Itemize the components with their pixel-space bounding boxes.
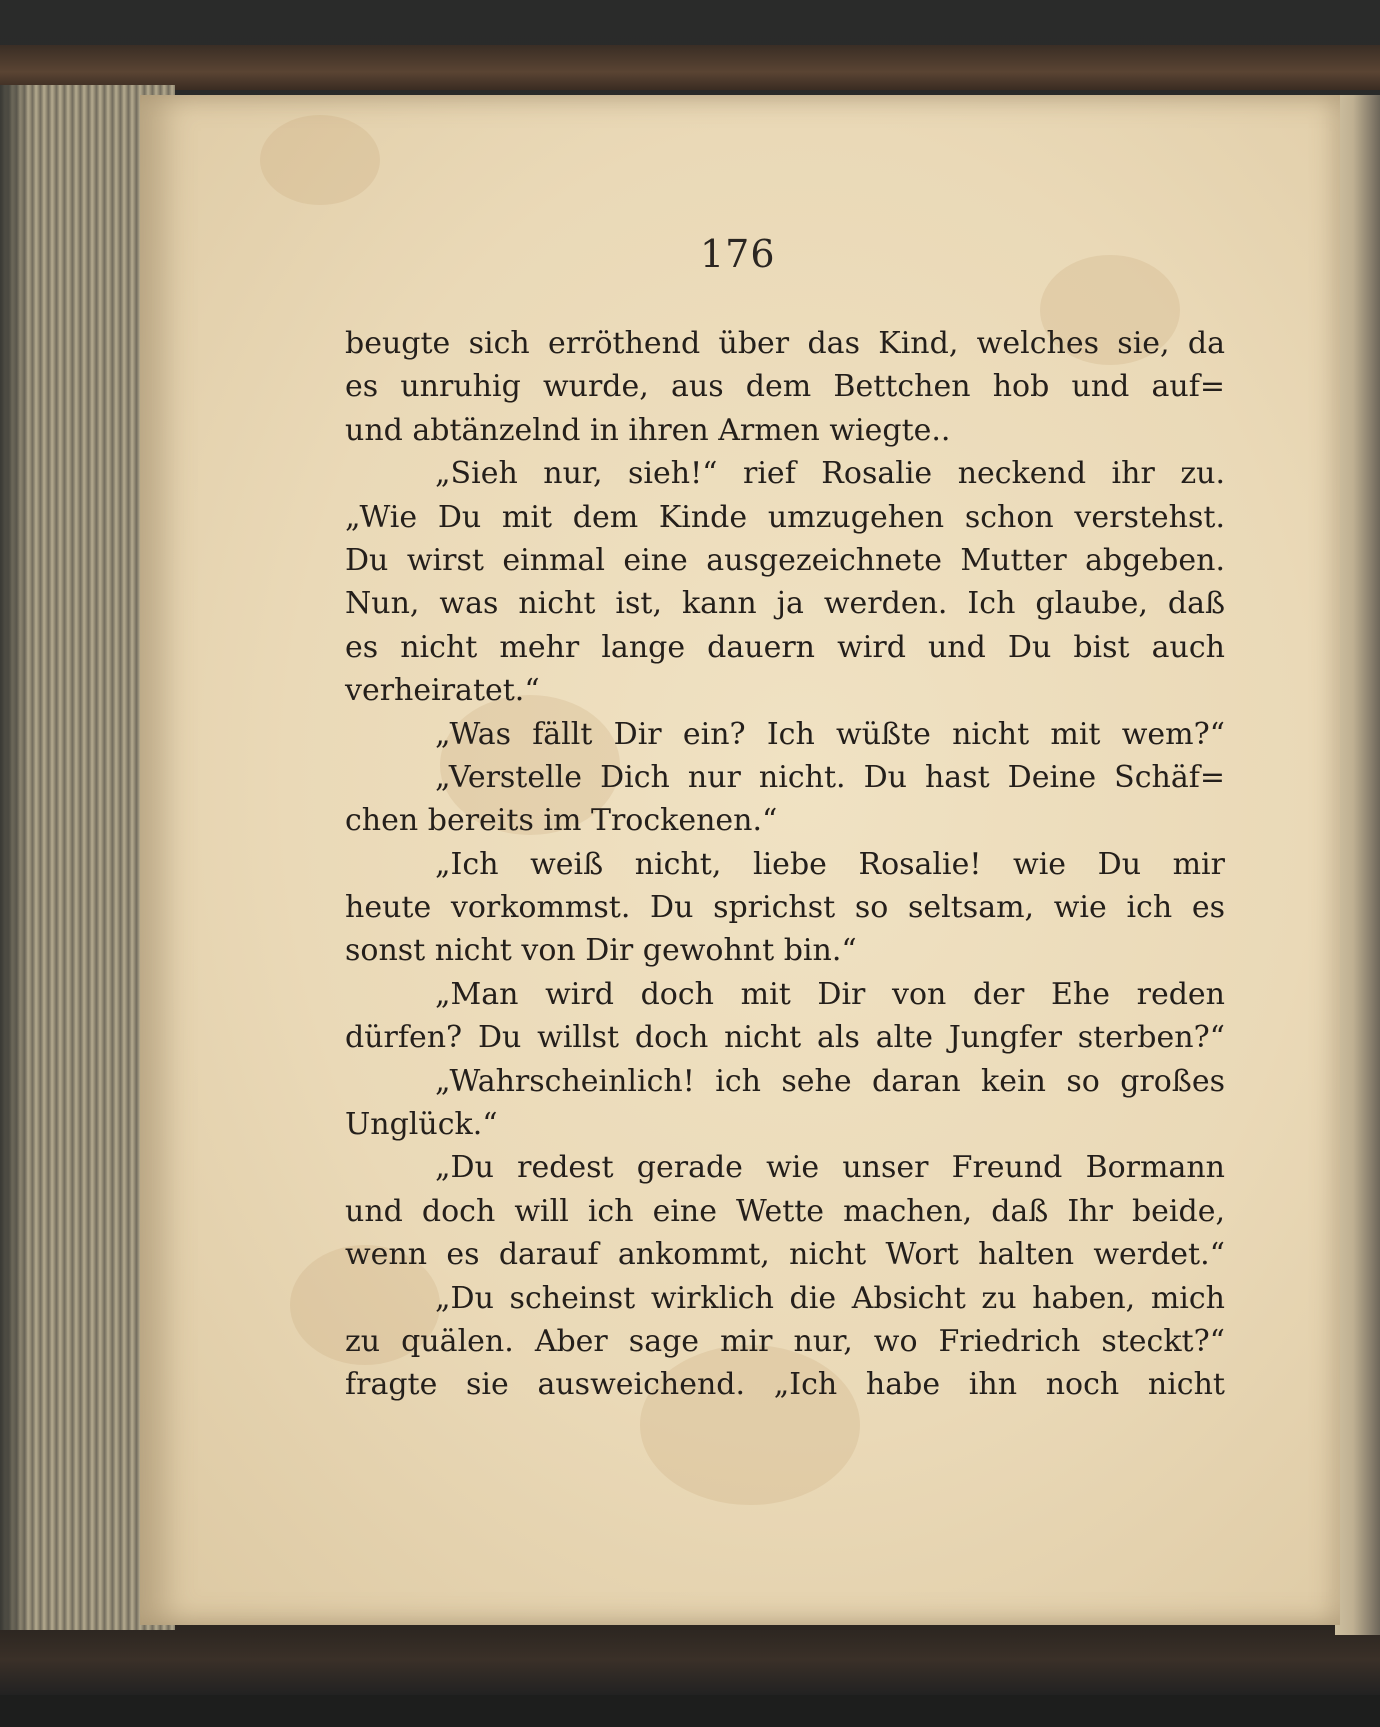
facing-page-edge	[1335, 95, 1380, 1635]
text-line: „Man wird doch mit Dir von der Ehe reden	[435, 976, 1225, 1012]
text-line: „Du redest gerade wie unser Freund Bormann	[435, 1150, 1225, 1186]
text-line: chen bereits im Trockenen.“	[345, 803, 778, 839]
text-line: wenn es darauf ankommt, nicht Wort halten werdet.“	[345, 1237, 1225, 1273]
text-line: es unruhig wurde, aus dem Bettchen hob und auf=	[345, 369, 1225, 405]
text-line: es nicht mehr lange dauern wird und Du bist auch	[345, 629, 1225, 665]
text-line: Du wirst einmal eine ausgezeichnete Mutter abgeben.	[345, 542, 1225, 578]
text-line: „Wahrscheinlich! ich sehe daran kein so großes	[435, 1063, 1225, 1099]
text-line: und abtänzelnd in ihren Armen wiegte..	[345, 412, 951, 448]
text-line: zu quälen. Aber sage mir nur, wo Friedrich steckt?“	[345, 1323, 1225, 1359]
text-line: „Was fällt Dir ein? Ich wüßte nicht mit wem?“	[435, 716, 1225, 752]
text-line: heute vorkommst. Du sprichst so seltsam, wie ich es	[345, 890, 1225, 926]
text-line: Nun, was nicht ist, kann ja werden. Ich glaube, daß	[345, 586, 1225, 622]
text-line: „Du scheinst wirklich die Absicht zu haben, mich	[435, 1280, 1225, 1316]
text-line: „Sieh nur, sieh!“ rief Rosalie neckend ihr zu.	[435, 456, 1225, 492]
text-line: fragte sie ausweichend. „Ich habe ihn noch nicht	[345, 1367, 1225, 1403]
text-line: „Verstelle Dich nur nicht. Du hast Deine Schäf=	[435, 759, 1225, 795]
body-text	[345, 322, 1225, 1407]
book-cover-bottom-edge	[0, 1625, 1380, 1695]
text-line: beugte sich erröthend über das Kind, welches sie, da	[345, 326, 1225, 361]
text-line: dürfen? Du willst doch nicht als alte Jungfer sterben?“	[345, 1020, 1225, 1056]
text-line: und doch will ich eine Wette machen, daß Ihr beide,	[345, 1193, 1225, 1229]
book-cover-top-edge	[0, 45, 1380, 90]
text-line: verheiratet.“	[345, 673, 540, 709]
text-line: „Wie Du mit dem Kinde umzugehen schon verstehst.	[345, 499, 1225, 535]
paper-stain	[260, 115, 380, 205]
page-number: 176	[700, 232, 776, 276]
text-line: sonst nicht von Dir gewohnt bin.“	[345, 933, 857, 969]
text-line: „Ich weiß nicht, liebe Rosalie! wie Du mir	[435, 846, 1225, 882]
text-line: Unglück.“	[345, 1107, 498, 1143]
